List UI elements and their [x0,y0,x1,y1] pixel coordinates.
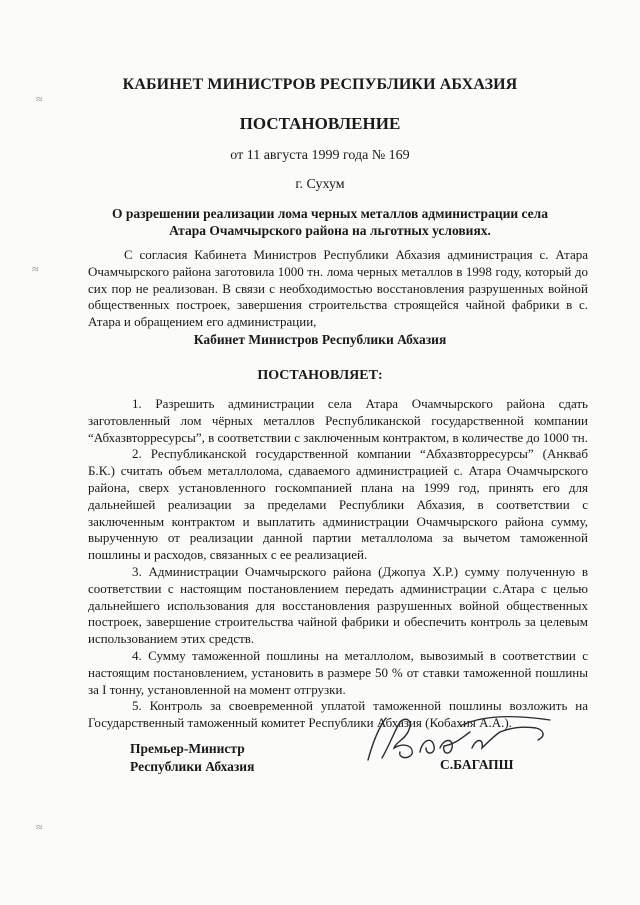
decree-item-5: 5. Контроль за своевременной уплатой таможенной пошлины возложить на Государственный таможенный комитет Республики Абхазия (Кобахия А.А.). [88,698,588,731]
issuer-heading: КАБИНЕТ МИНИСТРОВ РЕСПУБЛИКИ АБХАЗИЯ [122,76,518,93]
decree-item-4: 4. Сумму таможенной пошлины на металлолом, вывозимый в соответствии с настоящим постановлением, установить в размере 50 % от ставки таможенной пошлины за I тонну, установленной на момент отгрузки. [88,647,588,697]
decree-items [88,396,588,732]
scan-margin-mark: ≈ [36,92,43,106]
decree-item-3: 3. Администрации Очамчырского района (Джопуа Х.Р.) сумму полученную в соответствии с настоящим постановлением передать администрации с.Атара с целью дальнейшего использования для восстановления разрушенных войной общественных построек, завершение строительства чайной фабрики и обеспечить контроль за целевым использованием этих средств. [88,563,588,647]
signatory-title-line-1: Премьер-Министр [130,741,245,756]
preamble-paragraph: С согласия Кабинета Министров Республики Абхазия администрация с. Атара Очамчырского района заготовила 1000 тн. лома черных металлов в 1998 году, который до сих пор не реализован. В связи с необходимостью восстановления разрушенных войной общественных построек, завершения строительства строящейся чайной фабрики в с. Атара и обращением его администрации, [88,247,588,330]
scan-margin-mark: ≈ [32,262,39,276]
decree-item-1: 1. Разрешить администрации села Атара Очамчырского района сдать заготовленный лом чёрных металлов Республиканской государственной компании “Абхазвторресурсы”, в соответствии с заключенным контрактом, в количестве до 1000 тн. [88,396,588,445]
scan-margin-mark: ≈ [36,820,43,834]
city-line: г. Сухум [295,177,345,192]
date-number-line: от 11 августа 1999 года № 169 [230,148,410,163]
decree-heading: ПОСТАНОВЛЯЕТ: [257,368,383,383]
signatory-title-line-2: Республики Абхазия [130,759,255,774]
signatory-name: С.БАГАПШ [440,757,514,772]
document-type-heading: ПОСТАНОВЛЕНИЕ [239,114,401,133]
signatory-title [130,740,254,776]
decree-item-2: 2. Республиканской государственной компании “Абхазвторресурсы” (Анкваб Б.К.) считать объем металлолома, сдаваемого администрацией с. Атара Очамчырского района, сверх установленного госкомпанией плана на 1999 год, принять его для дальнейшей реализации за пределами Республики Абхазия, в соответствии с заключенным контрактом и выплатить администрации Очамчырского района сумму, вырученную от реализации данной партии металлолома за вычетом таможенной пошлины и расходов, связанных с ее реализацией. [88,446,588,563]
cabinet-center-line: Кабинет Министров Республики Абхазия [193,332,447,347]
subject-heading: О разрешении реализации лома черных металлов администрации села Атара Очамчырского района на льготных условиях. [111,206,549,238]
